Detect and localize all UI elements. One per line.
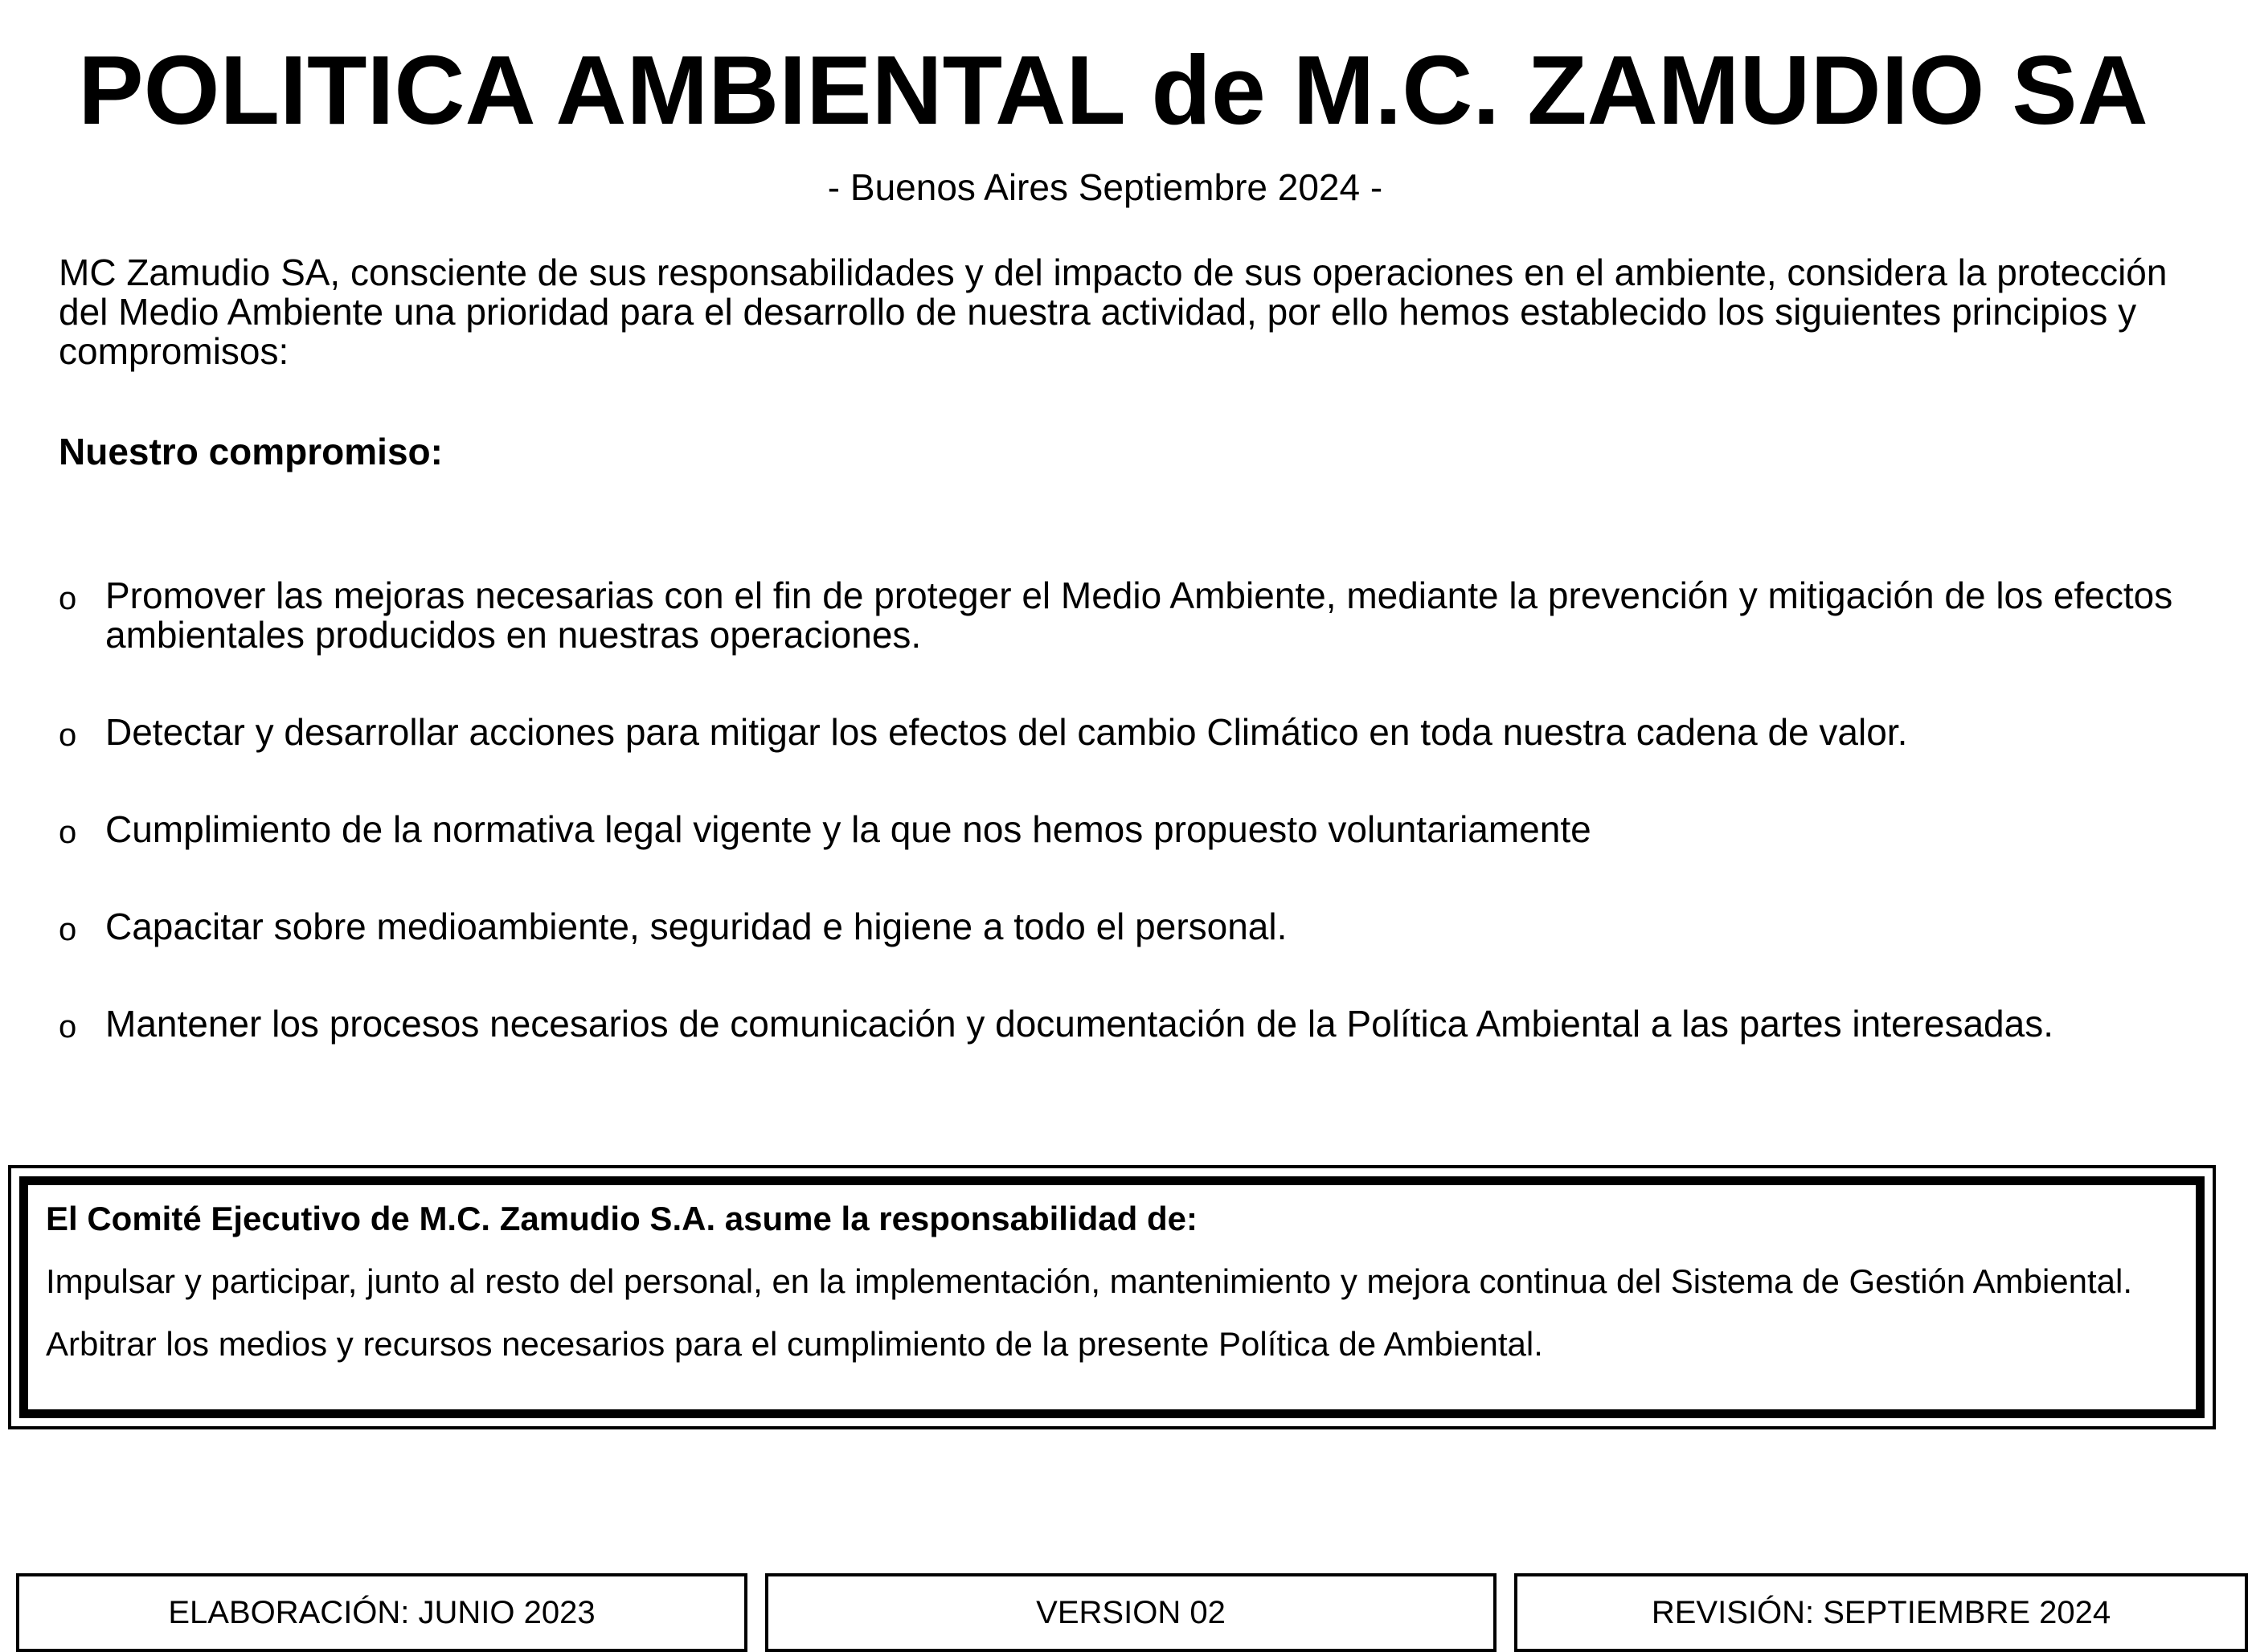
bullet-circle-icon: o: [59, 718, 77, 753]
committee-paragraph: Arbitrar los medios y recursos necesarios para el cumplimiento de la presente Política de Ambiental.: [46, 1325, 1543, 1363]
commitment-item: [59, 713, 2197, 752]
committee-heading: El Comité Ejecutivo de M.C. Zamudio S.A. asume la responsabilidad de:: [46, 1200, 1198, 1237]
commitment-list: [59, 576, 2197, 1044]
commitment-text: Promover las mejoras necesarias con el fin de proteger el Medio Ambiente, mediante la prevención y mitigación de los efectos ambientales producidos en nuestras operaciones.: [105, 575, 2173, 656]
footer-elaboration-box: [16, 1573, 747, 1652]
footer-version-text: VERSION 02: [1036, 1595, 1226, 1630]
commitment-item: [59, 1004, 2197, 1044]
committee-box: [8, 1165, 2216, 1429]
committee-box-inner: [19, 1176, 2205, 1418]
footer-elaboration-text: ELABORACIÓN: JUNIO 2023: [168, 1595, 596, 1630]
document-title: POLITICA AMBIENTAL de M.C. ZAMUDIO SA: [78, 35, 2148, 145]
commitment-text: Mantener los procesos necesarios de comunicación y documentación de la Política Ambiental a las partes interesadas.: [105, 1003, 2054, 1045]
document-subtitle: - Buenos Aires Septiembre 2024 -: [827, 166, 1383, 208]
bullet-circle-icon: o: [59, 1009, 77, 1045]
bullet-circle-icon: o: [59, 815, 77, 850]
intro-paragraph: MC Zamudio SA, consciente de sus responsabilidades y del impacto de sus operaciones en el ambiente, considera la protección del Medio Ambiente una prioridad para el desarrollo de nuestra actividad, por ello hemos establecido los siguientes principios y compromisos:: [59, 251, 2168, 372]
commitment-item: [59, 907, 2197, 947]
commitment-text: Capacitar sobre medioambiente, seguridad e higiene a todo el personal.: [105, 906, 1288, 947]
footer-revision-box: [1514, 1573, 2248, 1652]
commitment-item: [59, 576, 2197, 655]
commitment-text: Detectar y desarrollar acciones para mitigar los efectos del cambio Climático en toda nuestra cadena de valor.: [105, 711, 1908, 753]
bullet-circle-icon: o: [59, 581, 77, 616]
bullet-circle-icon: o: [59, 912, 77, 947]
footer-revision-text: REVISIÓN: SEPTIEMBRE 2024: [1651, 1595, 2111, 1630]
commitment-heading: Nuestro compromiso:: [59, 431, 443, 472]
committee-paragraph: Impulsar y participar, junto al resto del personal, en la implementación, mantenimiento y mejora continua del Sistema de Gestión Ambiental.: [46, 1262, 2133, 1300]
footer-version-box: [765, 1573, 1497, 1652]
commitment-item: [59, 810, 2197, 849]
commitment-text: Cumplimiento de la normativa legal vigente y la que nos hemos propuesto voluntariamente: [105, 808, 1591, 850]
